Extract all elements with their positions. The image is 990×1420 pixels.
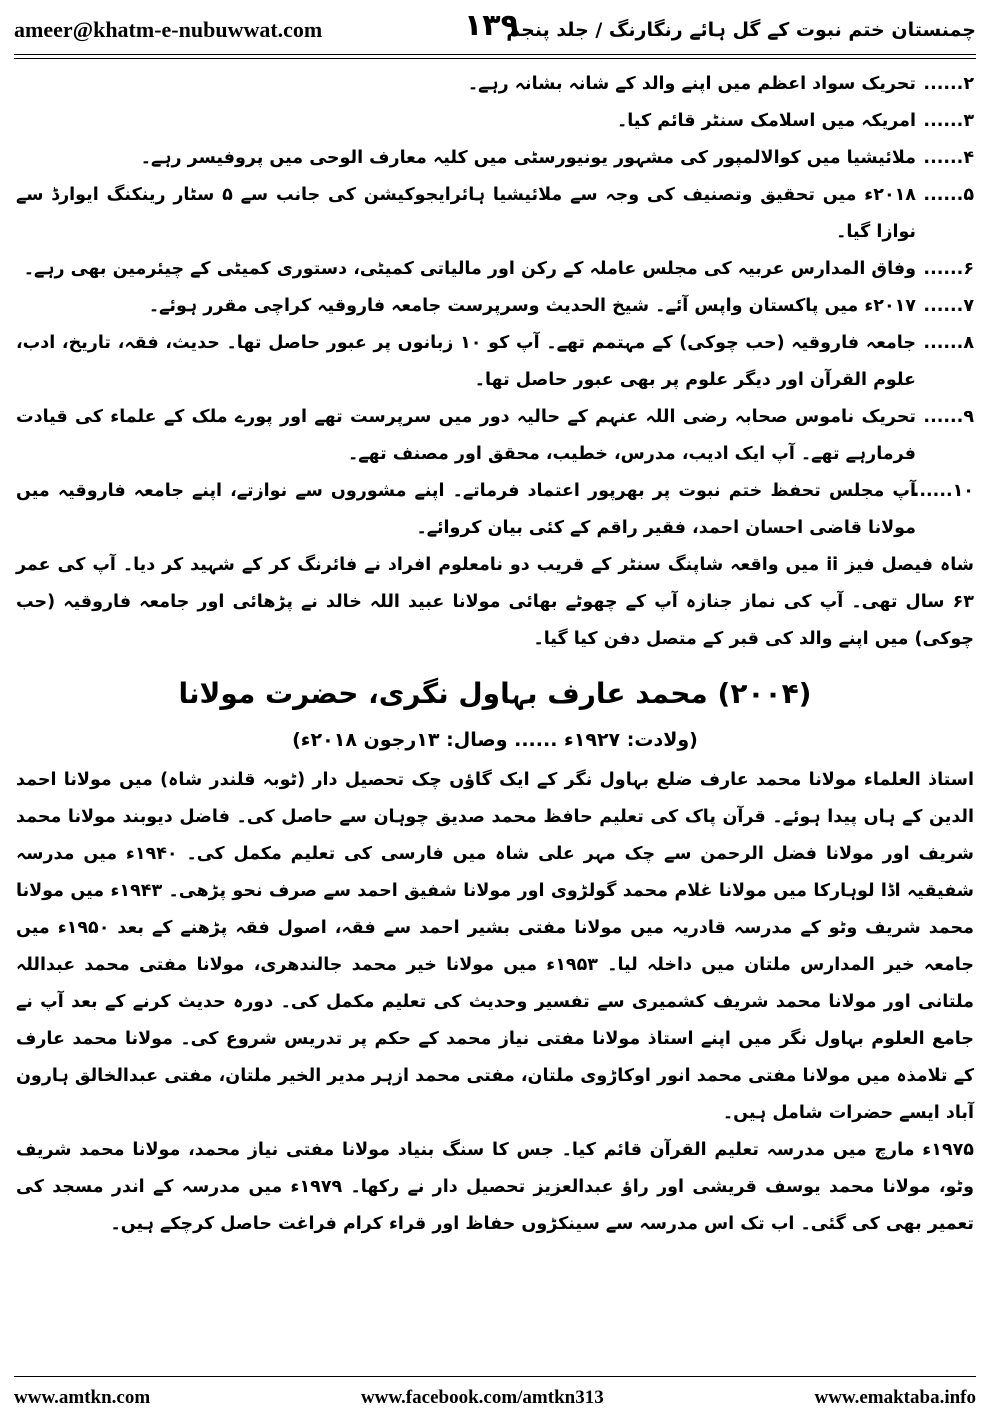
list-item xyxy=(16,399,974,473)
footer-rule xyxy=(14,1376,976,1377)
item-text: تحریک ناموس صحابہ رضی اللہ عنہم کے حالیہ دور میں سرپرست تھے اور پورے ملک کے علماء کی قیادت فرمارہے تھے۔ آپ ایک ادیب، مدرس، خطیب، محقق اور مصنف تھے۔ xyxy=(16,407,916,464)
header-rule xyxy=(14,54,976,55)
list-item xyxy=(16,325,974,399)
section-dates: (ولادت: ۱۹۲۷ء ...... وصال: ۱۳رجون ۲۰۱۸ء) xyxy=(292,729,698,751)
item-text: امریکہ میں اسلامک سنٹر قائم کیا۔ xyxy=(616,111,916,131)
list-item xyxy=(16,251,974,288)
item-number: ۳...... xyxy=(923,111,974,131)
section-heading: (۲۰۰۴) محمد عارف بہاول نگری، حضرت مولانا xyxy=(178,677,812,710)
biography-paragraph: استاذ العلماء مولانا محمد عارف ضلع بہاول نگر کے ایک گاؤں چک تحصیل دار (ٹوبہ قلندر شاہ) میں مولانا احمد الدین کے ہاں پیدا ہوئے۔ قرآن پاک کی تعلیم حافظ محمد صدیق چوہان سے حاصل کی۔ فاضل دیوبند مولانا محمد شریف اور مولانا فضل الرحمن سے چک مہر علی شاہ میں فارسی کی تعلیم مکمل کی۔ ۱۹۴۰ء میں مدرسہ شفیقیہ اڈا لوہارکا میں مولانا غلام محمد گولڑوی اور مولانا شفیق احمد سے صرف نحو پڑھی۔ ۱۹۴۳ء میں مولانا محمد شریف وٹو کے مدرسہ قادریہ میں مولانا مفتی بشیر احمد سے فقہ، اصول فقہ پڑھنے کے بعد ۱۹۵۰ء میں جامعہ خیر المدارس ملتان میں داخلہ لیا۔ ۱۹۵۳ء میں مولانا خیر محمد جالندھری، مولانا مفتی محمد عبداللہ ملتانی اور مولانا محمد شریف کشمیری سے تفسیر وحدیث کی تعلیم مکمل کی۔ دورہ حدیث کرنے کے بعد آپ نے جامع العلوم بہاول نگر میں اپنے استاذ مولانا مفتی نیاز محمد کے حکم پر تدریس شروع کی۔ مولانا محمد عارف کے تلامذہ میں مولانا مفتی محمد انور اوکاڑوی ملتان، مفتی محمد ازہر مدیر الخیر ملتان، مفتی عبدالخالق ہارون آباد ایسے حضرات شامل ہیں۔ xyxy=(16,770,975,1123)
page-content xyxy=(16,66,974,1243)
biography-paragraph: ۱۹۷۵ء مارچ میں مدرسہ تعلیم القرآن قائم کیا۔ جس کا سنگ بنیاد مولانا مفتی نیاز محمد، مولانا محمد شریف وٹو، مولانا محمد یوسف قریشی اور راؤ عبدالعزیز تحصیل دار نے رکھا۔ ۱۹۷۹ء میں مدرسہ کے اندر مسجد کی تعمیر بھی کی گئی۔ اب تک اس مدرسہ سے سینکڑوں حفاظ اور قراء کرام فراغت حاصل کرچکے ہیں۔ xyxy=(16,1140,974,1234)
item-number: ۶...... xyxy=(923,259,974,279)
item-text: ۲۰۱۷ء میں پاکستان واپس آئے۔ شیخ الحدیث وسرپرست جامعہ فاروقیہ کراچی مقرر ہوئے۔ xyxy=(148,296,916,316)
item-text: جامعہ فاروقیہ (حب چوکی) کے مہتمم تھے۔ آپ کو ۱۰ زبانوں پر عبور حاصل تھا۔ حدیث، فقہ، تاریخ، ادب، علوم القرآن اور دیگر علوم پر بھی عبور حاصل تھا۔ xyxy=(16,333,916,390)
header-rule-thin xyxy=(14,58,976,59)
item-number: ۷...... xyxy=(923,296,974,316)
list-item xyxy=(16,473,974,547)
item-text: ۲۰۱۸ء میں تحقیق وتصنیف کی وجہ سے ملائیشیا ہائرایجوکیشن کی جانب سے ۵ سٹار رینکنگ ایوارڈ سے نوازا گیا۔ xyxy=(16,185,916,242)
item-number: ۱۰...... xyxy=(912,481,974,501)
list-item xyxy=(16,177,974,251)
item-text: آپ مجلس تحفظ ختم نبوت پر بھرپور اعتماد فرماتے۔ اپنے مشوروں سے نوازتے، اپنے جامعہ فاروقیہ میں مولانا قاضی احسان احمد، فقیر راقم کے کئی بیان کروائے۔ xyxy=(16,481,916,538)
footer-link-facebook[interactable]: www.facebook.com/amtkn313 xyxy=(360,1387,604,1408)
item-number: ۴...... xyxy=(923,148,974,168)
page-number: ۱۳۹ xyxy=(464,8,519,43)
footer-link-emaktaba[interactable]: www.emaktaba.info xyxy=(814,1387,976,1408)
closing-paragraph: شاہ فیصل فیز ii میں واقعہ شاپنگ سنٹر کے قریب دو نامعلوم افراد نے فائرنگ کر کے شہید کر دیا۔ آپ کی عمر ۶۳ سال تھی۔ آپ کی نماز جنازہ آپ کے چھوٹے بھائی مولانا عبید اللہ خالد نے پڑھائی اور جامعہ فاروقیہ (حب چوکی) میں اپنے والد کی قبر کے متصل دفن کیا گیا۔ xyxy=(16,555,974,649)
item-text: تحریک سواد اعظم میں اپنے والد کے شانہ بشانہ رہے۔ xyxy=(467,74,916,94)
footer-link-amtkn[interactable]: www.amtkn.com xyxy=(14,1387,151,1408)
item-number: ۵...... xyxy=(923,185,974,205)
item-text: وفاق المدارس عربیہ کی مجلس عاملہ کے رکن اور مالیاتی کمیٹی، دستوری کمیٹی کے چیئرمین بھی رہے۔ xyxy=(23,259,916,279)
list-item xyxy=(16,288,974,325)
book-title: چمنستان ختم نبوت کے گل ہائے رنگارنگ / جلد پنجم xyxy=(506,19,976,41)
item-number: ۹...... xyxy=(923,407,974,427)
item-number: ۲...... xyxy=(923,74,974,94)
list-item xyxy=(16,66,974,103)
page-footer xyxy=(14,1382,976,1414)
list-item xyxy=(16,140,974,177)
item-text: ملائیشیا میں کوالالمپور کی مشہور یونیورسٹی میں کلیہ معارف الوحی میں پروفیسر رہے۔ xyxy=(140,148,916,168)
header-email: ameer@khatm-e-nubuwwat.com xyxy=(14,17,323,42)
list-item xyxy=(16,103,974,140)
page-header xyxy=(14,8,976,52)
item-number: ۸...... xyxy=(923,333,974,353)
